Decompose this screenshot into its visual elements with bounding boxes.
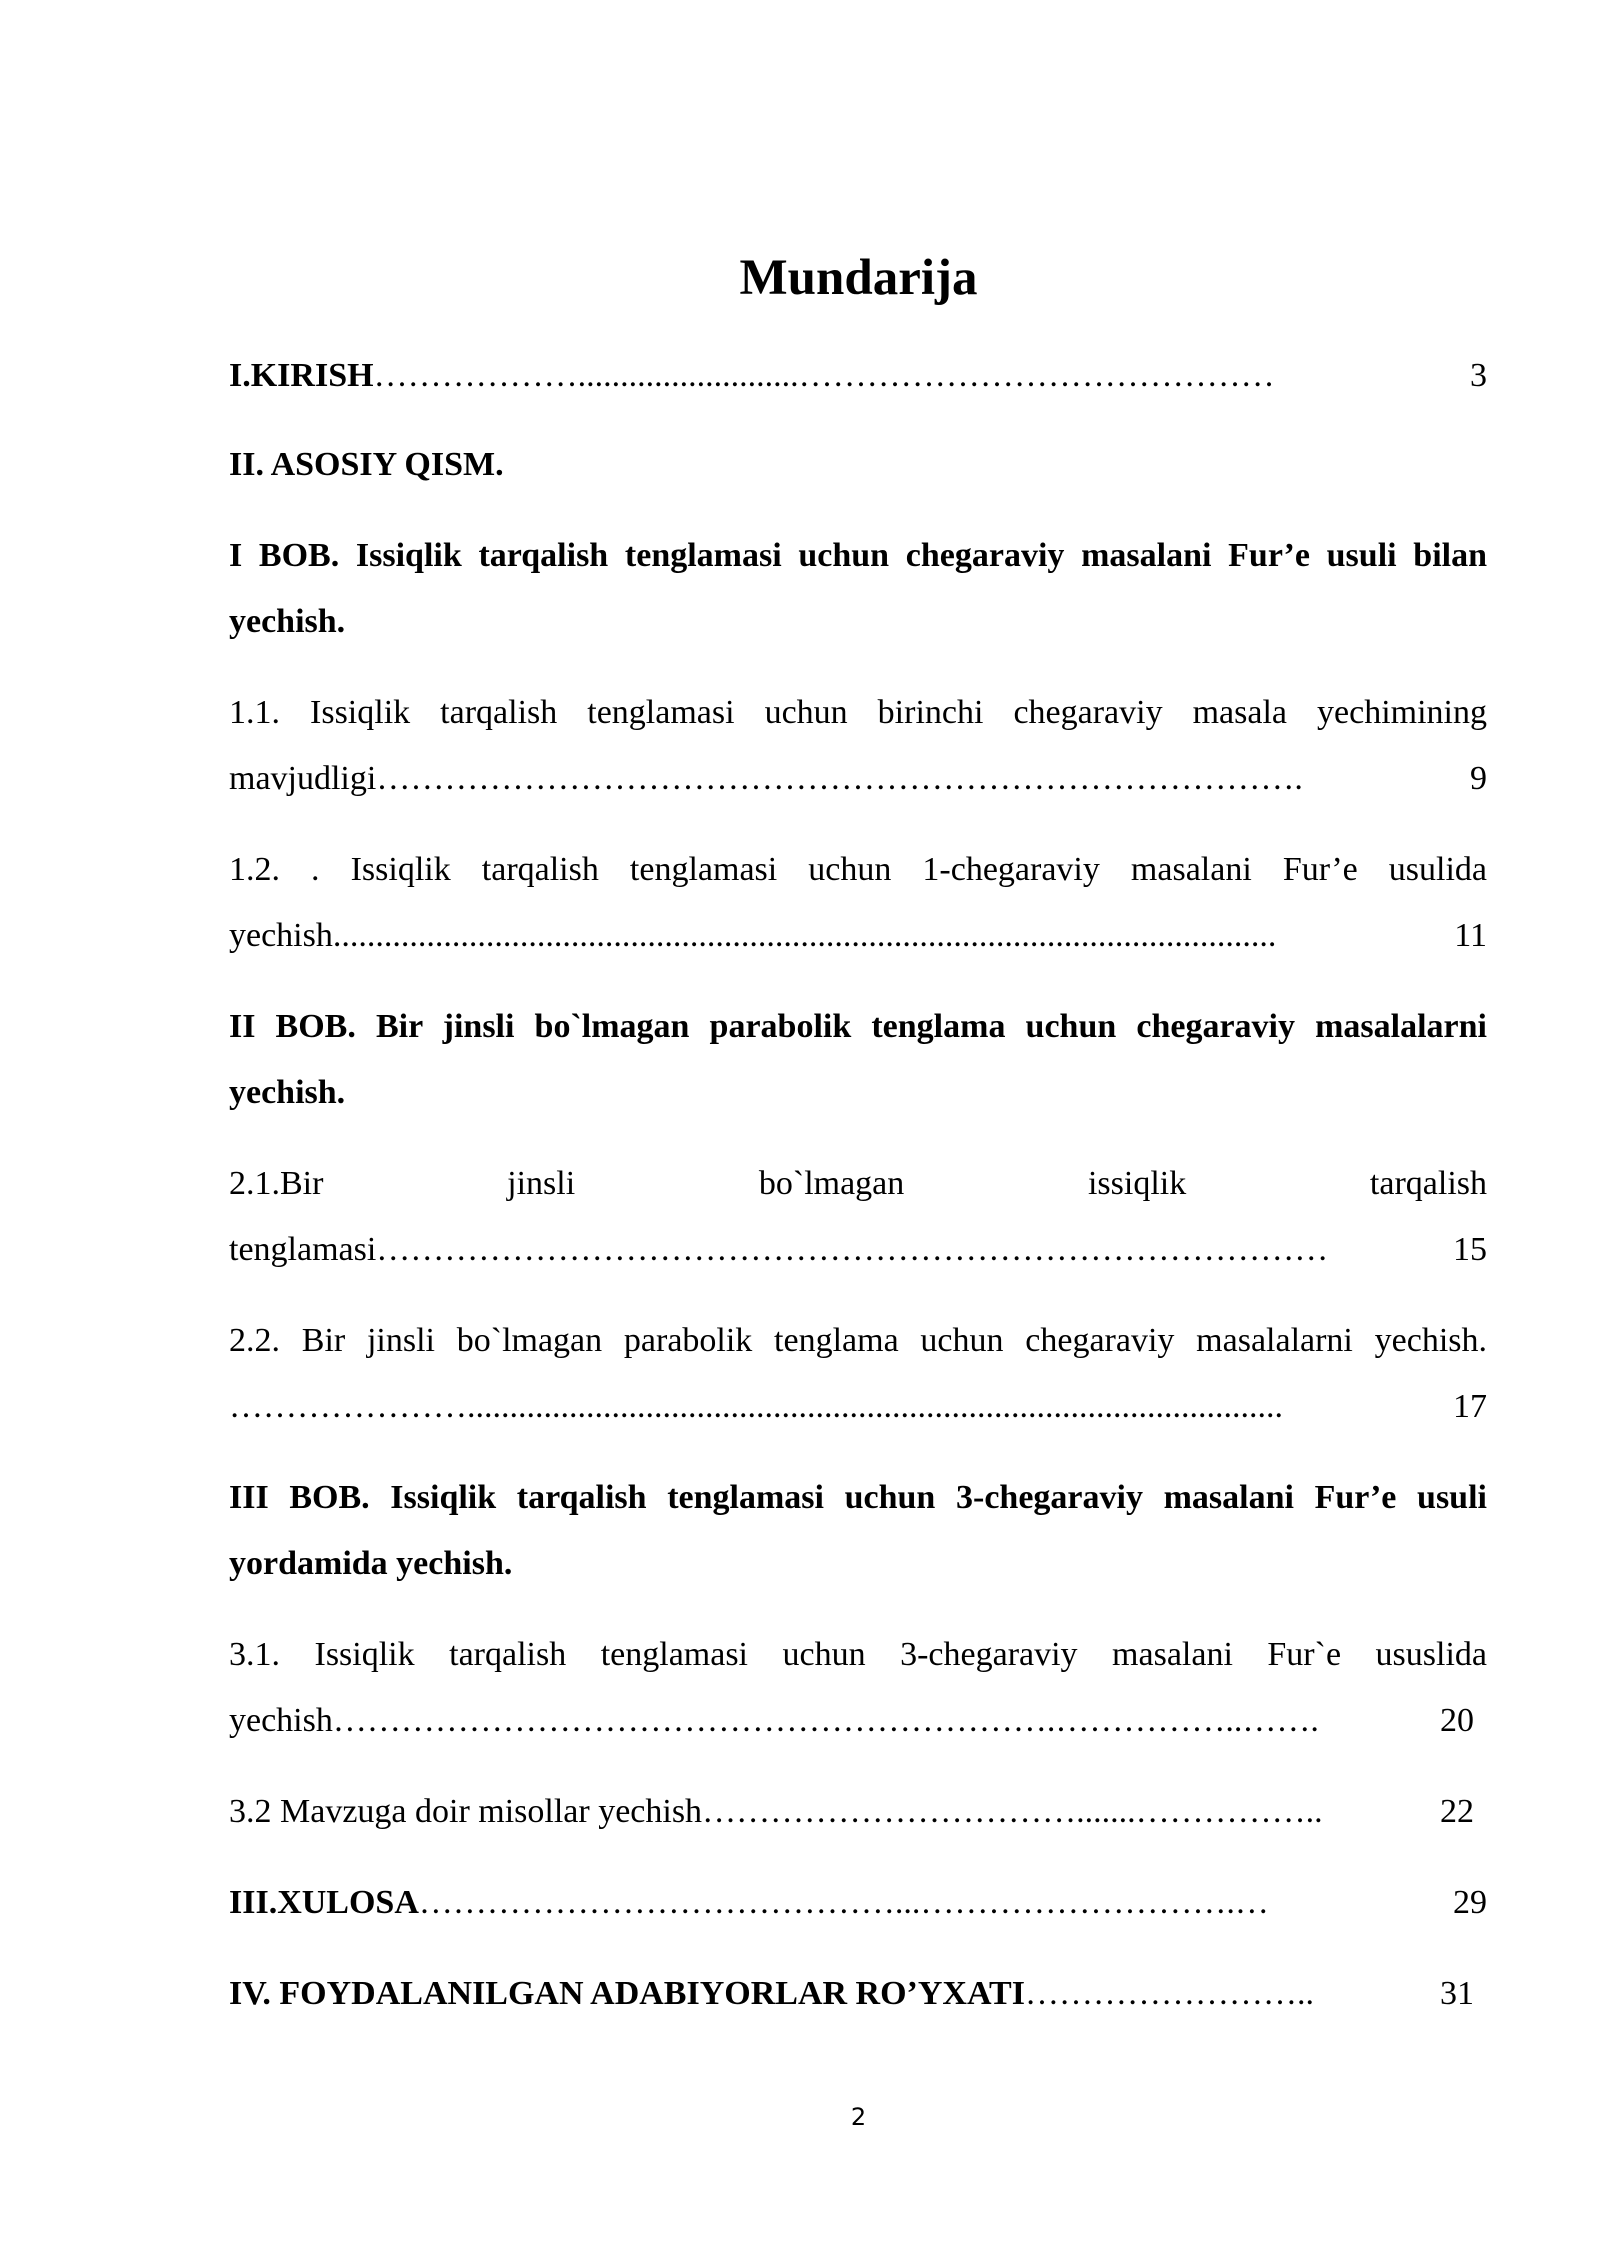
toc-leader: ……………………………………………………….……………..……. [332,1702,1319,1739]
toc-chapter-2: II BOB. Bir jinsli bo`lmagan parabolik tenglama uchun chegaraviy masalalarni yechish. [229,1008,1487,1111]
toc-leader: ………………………………………………………………………. [376,760,1303,797]
toc-entry-text: yechish [229,1702,333,1739]
toc-entry-1-1 [229,680,1487,812]
toc-entry-text: IV. FOYDALANILGAN ADABIYORLAR RO’YXATI [229,1975,1025,2012]
toc-entry-text: mavjudligi [229,760,377,797]
toc-leader: ............................................................................................................... [332,917,1277,954]
toc-page-number: 17 [1453,1388,1487,1425]
toc-entry-1-2 [229,837,1487,969]
toc-entry-2-1 [229,1151,1487,1283]
toc-entry-text: tenglamasi [229,1231,377,1268]
toc-chapter-3: III BOB. Issiqlik tarqalish tenglamasi uchun 3-chegaraviy masalani Fur’e usuli yordamida yechish. [229,1479,1487,1582]
toc-chapter-1: I BOB. Issiqlik tarqalish tenglamasi uchun chegaraviy masalani Fur’e usuli bilan yechish. [229,537,1487,640]
toc-entry-text: I.KIRISH [229,357,374,394]
toc-entry-text: III.XULOSA [229,1884,419,1921]
toc-section-asosiy: II. ASOSIY QISM. [229,446,504,483]
toc-page-number: 3 [1470,357,1487,394]
toc-leader: ……………………………………...……………………….… [418,1884,1269,1921]
page-number: 2 [850,2103,867,2131]
toc-entry-kirish [229,343,1487,409]
toc-page-number: 22 [1440,1793,1474,1830]
toc-entry-2-2 [229,1308,1487,1440]
toc-entry-text: 1.2. . Issiqlik tarqalish tenglamasi uchun 1-chegaraviy masalani Fur’e usulida [229,851,1487,888]
toc-leader: ………………………………………………………………………… [376,1231,1329,1268]
toc-entry-text: 3.1. Issiqlik tarqalish tenglamasi uchun 3-chegaraviy masalani Fur`e ususlida [229,1636,1487,1673]
toc-page-number: 15 [1453,1231,1487,1268]
toc-entry-text: 2.1.Bir jinsli bo`lmagan issiqlik tarqalish [229,1165,1487,1202]
toc-entry-text: yechish [229,917,333,954]
toc-entry-line [229,680,1487,746]
toc-leader: …………………………….......…………….. [702,1793,1323,1830]
toc-page-number: 20 [1440,1702,1474,1739]
toc-entry-3-2 [229,1779,1487,1845]
toc-entry-xulosa [229,1870,1487,1936]
toc-entry-adabiyotlar [229,1961,1487,2027]
toc-page-number: 9 [1470,760,1487,797]
toc-entry-3-1 [229,1622,1487,1754]
toc-page-number: 11 [1454,917,1487,954]
toc-leader: ………………..........................…………………………………… [373,357,1275,394]
toc-entry-text: 3.2 Mavzuga doir misollar yechish [229,1793,703,1830]
page-title: Mundarija [739,250,978,306]
toc-leader: …………………….. [1024,1975,1314,2012]
toc-leader: …………………................................................................................................ [229,1388,1283,1425]
toc-entry-text: 2.2. Bir jinsli bo`lmagan parabolik tenglama uchun chegaraviy masalalarni yechish. [229,1322,1487,1359]
toc-page-number: 31 [1440,1975,1474,2012]
toc-entry-text: 1.1. Issiqlik tarqalish tenglamasi uchun birinchi chegaraviy masala yechimining [229,694,1487,731]
toc-page-number: 29 [1453,1884,1487,1921]
